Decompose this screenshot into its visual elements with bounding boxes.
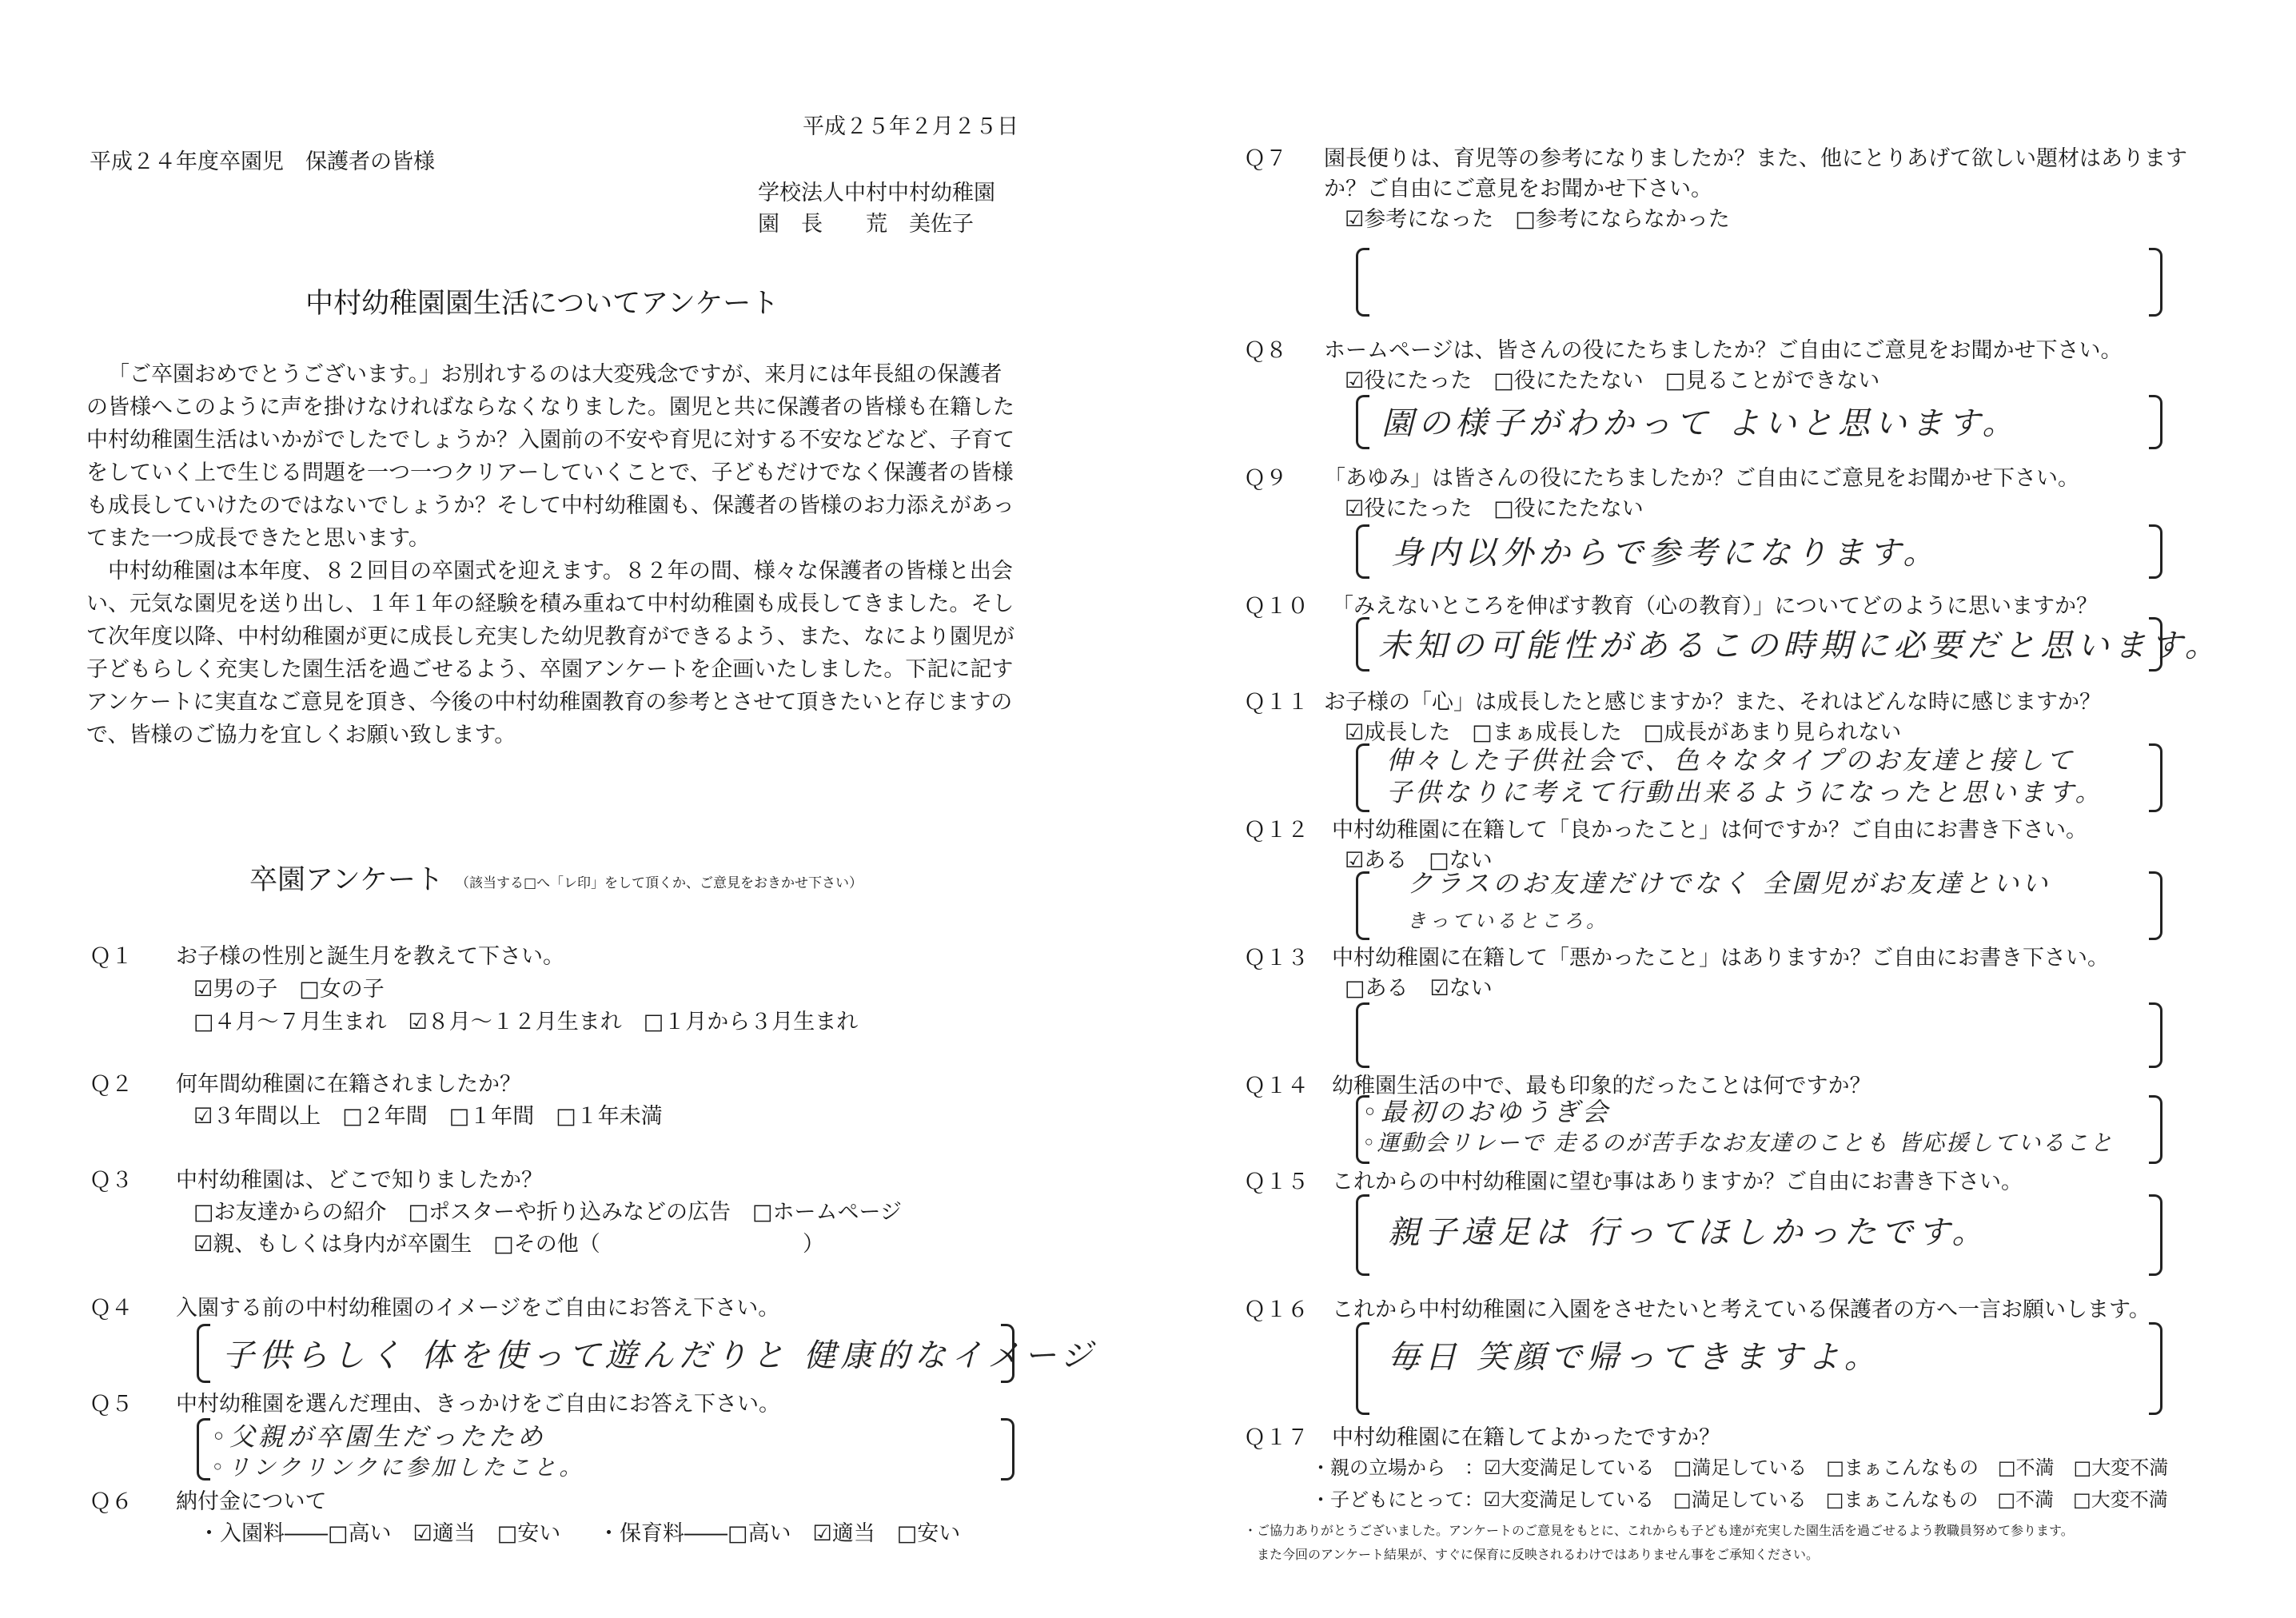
q11-answer-line-1[interactable]: 伸々した子供社会で、色々なタイプのお友達と接して <box>1386 745 2075 775</box>
q6-number: Ｑ６ <box>90 1489 133 1514</box>
q10-number: Ｑ１０ <box>1244 594 1309 619</box>
q16-number: Ｑ１６ <box>1244 1297 1309 1322</box>
q15-number: Ｑ１５ <box>1244 1170 1309 1194</box>
q5-bracket-right <box>1001 1418 1014 1481</box>
q15-bracket-left <box>1356 1194 1369 1276</box>
q17-number: Ｑ１７ <box>1244 1425 1309 1450</box>
q8-bracket-right <box>2149 395 2162 449</box>
q4-text: 入園する前の中村幼稚園のイメージをご自由にお答え下さい。 <box>176 1296 780 1321</box>
q15-text: これからの中村幼稚園に望む事はありますか？ご自由にお書き下さい。 <box>1332 1170 2023 1194</box>
q6-childcare-fee-options[interactable]: ・保育料――□高い ☑適当 □安い <box>598 1521 961 1546</box>
q16-bracket-left <box>1356 1322 1369 1415</box>
document-date: 平成２５年２月２５日 <box>803 114 1018 139</box>
q3-number: Ｑ３ <box>90 1168 133 1193</box>
q12-text: 中村幼稚園に在籍して「良かったこと」は何ですか？ご自由にお書き下さい。 <box>1332 818 2087 843</box>
q11-bracket-left <box>1356 743 1369 812</box>
q12-bracket-left <box>1356 871 1369 940</box>
q11-text: お子様の「心」は成長したと感じますか？また、それはどんな時に感じますか？ <box>1324 690 2101 715</box>
q10-bracket-left <box>1356 617 1369 672</box>
q7-bracket-right <box>2149 248 2162 317</box>
q11-answer-line-2[interactable]: 子供なりに考えて行動出来るようになったと思います。 <box>1386 777 2104 807</box>
q16-text: これから中村幼稚園に入園をさせたいと考えている保護者の方へ一言お願いします。 <box>1332 1297 2151 1322</box>
q12-answer-line-1[interactable]: クラスのお友達だけでなく 全園児がお友達といい <box>1407 868 2051 899</box>
q5-number: Ｑ５ <box>90 1392 133 1417</box>
q2-number: Ｑ２ <box>90 1072 133 1097</box>
q8-options[interactable]: ☑役にたった □役にたたない □見ることができない <box>1345 369 1880 393</box>
q4-answer[interactable]: 子供らしく 体を使って遊んだりと 健康的なイメージ <box>222 1337 1098 1374</box>
q13-bracket-left <box>1356 1002 1369 1068</box>
q5-answer-line-1[interactable]: ◦父親が卒園生だったため <box>211 1421 546 1452</box>
q1-number: Ｑ１ <box>90 944 133 969</box>
q9-options[interactable]: ☑役にたった □役にたたない <box>1345 496 1644 521</box>
q2-text: 何年間幼稚園に在籍されましたか？ <box>176 1072 521 1097</box>
q16-answer[interactable]: 毎日 笑顔で帰ってきますよ。 <box>1388 1339 1881 1376</box>
q1-text: お子様の性別と誕生月を教えて下さい。 <box>176 944 564 969</box>
q16-bracket-right <box>2149 1322 2162 1415</box>
q9-text: 「あゆみ」は皆さんの役にたちましたか？ご自由にご意見をお聞かせ下さい。 <box>1324 466 2079 491</box>
q10-answer[interactable]: 未知の可能性があるこの時期に必要だと思います。 <box>1378 628 2222 664</box>
q12-number: Ｑ１２ <box>1244 818 1309 843</box>
q14-text: 幼稚園生活の中で、最も印象的だったことは何ですか？ <box>1332 1074 1871 1098</box>
q1-birth-month-options[interactable]: □４月〜７月生まれ ☑８月〜１２月生まれ □１月から３月生まれ <box>193 1010 859 1034</box>
q7-text-line-1: 園長便りは、育児等の参考になりましたか？また、他にとりあげて欲しい題材はあります <box>1324 146 2187 171</box>
intro-text <box>86 358 1022 751</box>
q8-bracket-left <box>1356 395 1369 449</box>
q9-number: Ｑ９ <box>1244 466 1287 491</box>
page-title: 中村幼稚園園生活についてアンケート <box>305 288 779 320</box>
principal-name: 園 長 荒 美佐子 <box>758 212 974 237</box>
footer-line-2: また今回のアンケート結果が、すぐに保育に反映されるわけではありません事をご承知ください。 <box>1257 1547 1820 1562</box>
q9-bracket-right <box>2149 524 2162 579</box>
q17-child-options[interactable]: ・子どもにとって：☑大変満足している □満足している □まぁこんなもの □不満 □大変不満 <box>1311 1488 2168 1511</box>
q5-answer-line-2[interactable]: ◦リンクリンクに参加したこと。 <box>211 1454 585 1481</box>
q15-bracket-right <box>2149 1194 2162 1276</box>
q13-bracket-right <box>2149 1002 2162 1068</box>
q6-text: 納付金について <box>176 1489 327 1514</box>
q11-bracket-right <box>2149 743 2162 812</box>
q2-options[interactable]: ☑３年間以上 □２年間 □１年間 □１年未満 <box>193 1104 663 1129</box>
q7-options[interactable]: ☑参考になった □参考にならなかった <box>1345 207 1730 232</box>
q9-bracket-left <box>1356 524 1369 579</box>
q14-bracket-right <box>2149 1095 2162 1164</box>
intro-paragraph-2: 中村幼稚園は本年度、８２回目の卒園式を迎えます。８２年の間、様々な保護者の皆様と出会い、元気な園児を送り出し、１年１年の経験を積み重ねて中村幼稚園も成長してきました。そして次年度以降、中村幼稚園が更に成長し充実した幼児教育ができるよう、また、なにより園児が子どもらしく充実した園生活を過ごせるよう、卒園アンケートを企画いたしました。下記に記すアンケートに実直なご意見を頂き、今後の中村幼稚園教育の参考とさせて頂きたいと存じますので、皆様のご協力を宜しくお願い致します。 <box>86 559 1014 747</box>
q3-options-row-1[interactable]: □お友達からの紹介 □ポスターや折り込みなどの広告 □ホームページ <box>193 1200 902 1225</box>
q3-options-row-2[interactable]: ☑親、もしくは身内が卒園生 □その他（ <box>193 1232 600 1257</box>
survey-heading: 卒園アンケート <box>249 864 444 896</box>
q13-text: 中村幼稚園に在籍して「悪かったこと」はありますか？ご自由にお書き下さい。 <box>1332 946 2109 970</box>
q10-text: 「みえないところを伸ばす教育（心の教育）」についてどのように思いますか？ <box>1332 594 2098 619</box>
q3-text: 中村幼稚園は、どこで知りましたか？ <box>176 1168 543 1193</box>
q14-number: Ｑ１４ <box>1244 1074 1309 1098</box>
q14-answer-line-2[interactable]: ◦運動会リレーで 走るのが苦手なお友達のことも 皆応援していること <box>1362 1130 2115 1156</box>
q4-number: Ｑ４ <box>90 1296 133 1321</box>
q13-options[interactable]: □ある ☑ない <box>1345 976 1493 1001</box>
q8-number: Ｑ８ <box>1244 338 1287 363</box>
footer-line-1: ・ご協力ありがとうございました。アンケートのご意見をもとに、これからも子ども達が充実した園生活を過ごせるよう教職員努めて参ります。 <box>1244 1523 2074 1538</box>
q14-answer-line-1[interactable]: ◦最初のおゆうぎ会 <box>1362 1097 1611 1127</box>
q12-bracket-right <box>2149 871 2162 940</box>
survey-instruction: （該当する□へ「レ印」をして頂くか、ご意見をおきかせ下さい） <box>456 875 863 891</box>
q12-options[interactable]: ☑ある □ない <box>1345 848 1493 873</box>
q17-text: 中村幼稚園に在籍してよかったですか？ <box>1332 1425 1720 1450</box>
intro-paragraph-1: 「ご卒園おめでとうございます。」お別れするのは大変残念ですが、来月には年長組の保護者の皆様へこのように声を掛けなければならなくなりました。園児と共に保護者の皆様も在籍した中村幼稚園生活はいかがでしたでしょうか？入園前の不安や育児に対する不安などなど、子育てをしていく上で生じる問題を一つ一つクリアーしていくことで、子どもだけでなく保護者の皆様も成長していけたのではないでしょうか？そして中村幼稚園も、保護者の皆様のお力添えがあってまた一つ成長できたと思います。 <box>86 362 1014 551</box>
q7-text-line-2: か？ご自由にご意見をお聞かせ下さい。 <box>1324 177 1712 201</box>
addressee: 平成２４年度卒園児 保護者の皆様 <box>90 149 435 174</box>
q5-bracket-left <box>197 1418 210 1481</box>
q1-gender-options[interactable]: ☑男の子 □女の子 <box>193 977 385 1002</box>
q5-text: 中村幼稚園を選んだ理由、きっかけをご自由にお答え下さい。 <box>176 1392 780 1417</box>
q11-number: Ｑ１１ <box>1244 690 1309 715</box>
q11-options[interactable]: ☑成長した □まぁ成長した □成長があまり見られない <box>1345 720 1902 745</box>
q8-answer[interactable]: 園の様子がわかって よいと思います。 <box>1381 405 2019 442</box>
q4-bracket-left <box>197 1324 210 1383</box>
q12-answer-line-2[interactable]: きっているところ。 <box>1407 910 1608 932</box>
q8-text: ホームページは、皆さんの役にたちましたか？ご自由にご意見をお聞かせ下さい。 <box>1324 338 2123 363</box>
school-name: 学校法人中村中村幼稚園 <box>758 181 995 205</box>
q7-number: Ｑ７ <box>1244 146 1287 171</box>
q7-bracket-left <box>1356 248 1369 317</box>
q3-other-close: ） <box>803 1232 824 1257</box>
q13-number: Ｑ１３ <box>1244 946 1309 970</box>
q15-answer[interactable]: 親子遠足は 行ってほしかったです。 <box>1388 1214 1989 1251</box>
q17-parent-options[interactable]: ・親の立場から ：☑大変満足している □満足している □まぁこんなもの □不満 □大変不満 <box>1311 1457 2169 1479</box>
q6-enrollment-fee-options[interactable]: ・入園料――□高い ☑適当 □安い <box>198 1521 561 1546</box>
q9-answer[interactable]: 身内以外からで参考になります。 <box>1391 535 1940 572</box>
